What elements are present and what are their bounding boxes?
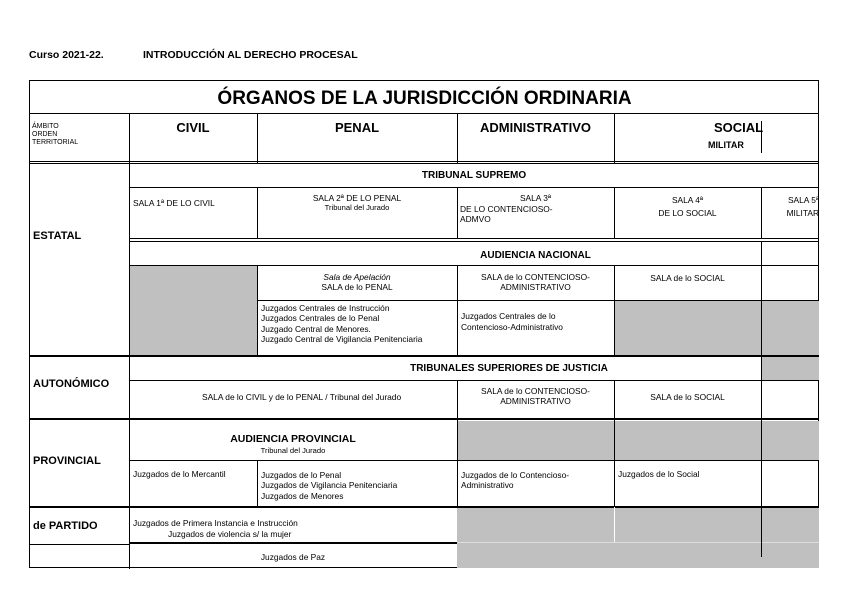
- course-label: Curso 2021-22.: [29, 49, 104, 61]
- tsj-title: TRIBUNALES SUPERIORES DE JUSTICIA: [410, 363, 608, 374]
- audiencia-provincial-title: AUDIENCIA PROVINCIAL: [230, 433, 356, 445]
- ap-jurado: Tribunal del Jurado: [260, 446, 326, 455]
- an-sala-contencioso: SALA de lo CONTENCIOSO- ADMINISTRATIVO: [481, 272, 590, 292]
- tsj-contencioso: SALA de lo CONTENCIOSO- ADMINISTRATIVO: [481, 386, 590, 406]
- subject-label: INTRODUCCIÓN AL DERECHO PROCESAL: [143, 49, 358, 61]
- col-civil: CIVIL: [176, 120, 210, 135]
- ambito-header: ÁMBITO ORDEN TERRITORIAL: [32, 123, 79, 146]
- empty-cell: [457, 421, 819, 461]
- col-social: SOCIAL: [714, 120, 764, 135]
- col-administrativo: ADMINISTRATIVO: [480, 120, 591, 135]
- an-juzgados-contencioso: Juzgados Centrales de lo Contencioso-Administrativo: [461, 311, 563, 332]
- empty-cell: [761, 356, 819, 381]
- ts-sala1: SALA 1ª DE LO CIVIL: [133, 198, 215, 208]
- empty-cell: [614, 301, 819, 356]
- col-penal: PENAL: [334, 120, 380, 135]
- juzgados-primera-instancia: Juzgados de Primera Instancia e Instrucción: [133, 518, 298, 528]
- tsj-social: SALA de lo SOCIAL: [650, 392, 725, 402]
- ts-sala2: SALA 2ª DE LO PENAL Tribunal del Jurado: [312, 193, 402, 212]
- tribunal-supremo-title: TRIBUNAL SUPREMO: [421, 170, 527, 181]
- an-sala-penal: Sala de Apelación SALA de lo PENAL: [321, 272, 393, 292]
- ts-sala5: SALA 5ª MILITAR: [786, 195, 819, 219]
- juzgados-violencia: Juzgados de violencia s/ la mujer: [168, 529, 292, 539]
- empty-cell: [129, 266, 257, 356]
- juzgados-penal: Juzgados de lo Penal Juzgados de Vigilancia Penitenciaria Juzgados de Menores: [261, 470, 398, 501]
- ts-sala3-sub: DE LO CONTENCIOSO- ADMVO: [460, 204, 553, 224]
- juzgados-social: Juzgados de lo Social: [618, 469, 700, 479]
- juzgados-mercantil: Juzgados de lo Mercantil: [133, 469, 226, 479]
- an-sala-social: SALA de lo SOCIAL: [650, 273, 725, 283]
- jurisdiction-table: [29, 80, 819, 568]
- row-autonomico: AUTONÓMICO: [33, 378, 110, 390]
- row-provincial: PROVINCIAL: [33, 455, 101, 467]
- ts-sala3: SALA 3ª: [519, 193, 552, 203]
- juzgados-paz: Juzgados de Paz: [260, 552, 326, 562]
- row-partido: de PARTIDO: [33, 520, 98, 532]
- an-juzgados-penal: Juzgados Centrales de Instrucción Juzgados Centrales de lo Penal Juzgado Central de Menores. Juzgado Central de Vigilancia Penitenciaria: [261, 303, 423, 344]
- audiencia-nacional-title: AUDIENCIA NACIONAL: [480, 250, 591, 261]
- juzgados-contencioso: Juzgados de lo Contencioso- Administrativo: [461, 470, 570, 491]
- col-militar: MILITAR: [708, 140, 744, 150]
- empty-cell: [457, 508, 819, 568]
- ts-sala4: SALA 4ª DE LO SOCIAL: [658, 195, 717, 219]
- tsj-civil-penal: SALA de lo CIVIL y de lo PENAL / Tribunal del Jurado: [202, 392, 402, 402]
- row-estatal: ESTATAL: [33, 230, 82, 242]
- page-title: ÓRGANOS DE LA JURISDICCIÓN ORDINARIA: [217, 88, 632, 109]
